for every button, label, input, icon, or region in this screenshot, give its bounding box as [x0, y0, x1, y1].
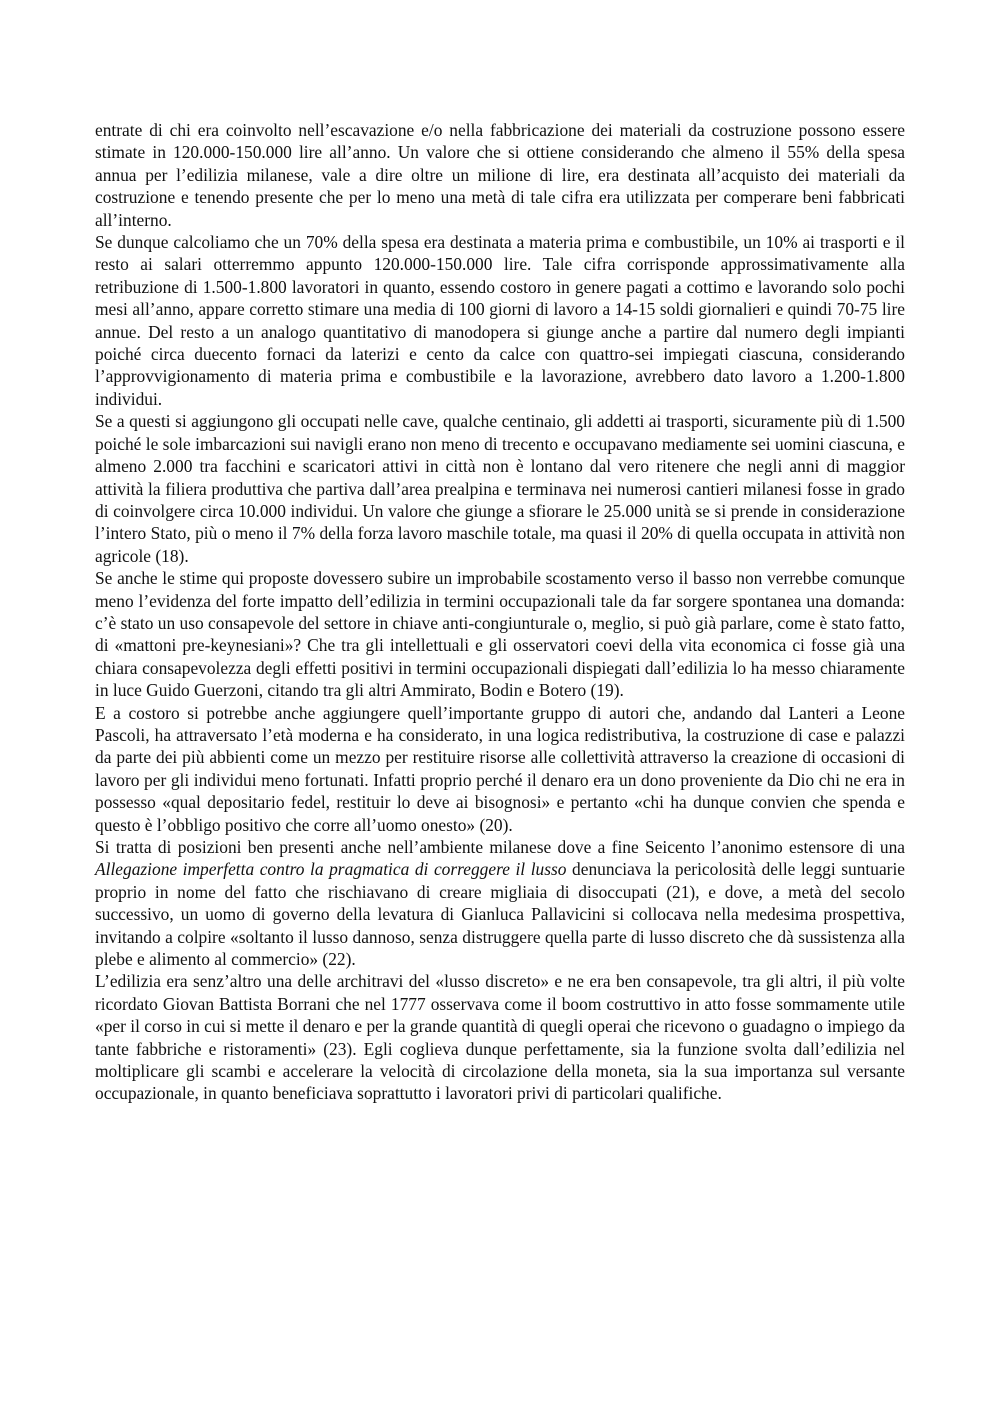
- paragraph-2: Se dunque calcoliamo che un 70% della spesa era destinata a materia prima e combustibile, un 10% ai trasporti e il resto ai salari otterremmo appunto 120.000-150.000 lire. Tale cifra corrisponde approssimativamente alla retribuzione di 1.500-1.800 lavoratori in quanto, essendo costoro in genere pagati a cottimo e lavorando solo pochi mesi all’anno, appare corretto stimare una media di 100 giorni di lavoro a 14-15 soldi giornalieri e quindi 70-75 lire annue. Del resto a un analogo quantitativo di manodopera si giunge anche a partire dal numero degli impianti poiché circa duecento fornaci da laterizi e cento da calce con quattro-sei impiegati ciascuna, considerando l’approvvigionamento di materia prima e combustibile e la lavorazione, avrebbero dato lavoro a 1.200-1.800 individui.: [95, 232, 905, 409]
- paragraph-3: Se a questi si aggiungono gli occupati nelle cave, qualche centinaio, gli addetti ai trasporti, sicuramente più di 1.500 poiché le sole imbarcazioni sui navigli erano non meno di trecento e occupavano mediamente sei uomini ciascuna, e almeno 2.000 tra facchini e scaricatori attivi in città non è lontano dal vero ritenere che negli anni di maggior attività la filiera produttiva che partiva dall’area prealpina e terminava nei numerosi cantieri milanesi fosse in grado di coinvolgere circa 10.000 individui. Un valore che giunge a sfiorare le 25.000 unità se si prende in considerazione l’intero Stato, più o meno il 7% della forza lavoro maschile totale, ma quasi il 20% di quella occupata in attività non agricole (18).: [95, 411, 905, 566]
- paragraph-6-after: denunciava la pericolosità delle leggi suntuarie proprio in nome del fatto che rischiavano di creare migliaia di disoccupati (21), e dove, a metà del secolo successivo, un uomo di governo della levatura di Gianluca Pallavicini si collocava nella medesima prospettiva, invitando a colpire «soltanto il lusso dannoso, senza distruggere quella parte di lusso discreto che dà sussistenza alla plebe e alimento al commercio» (22).: [95, 859, 906, 970]
- paragraph-4: Se anche le stime qui proposte dovessero subire un improbabile scostamento verso il basso non verrebbe comunque meno l’evidenza del forte impatto dell’edilizia in termini occupazionali tale da far sorgere spontanea una domanda: c’è stato un uso consapevole del settore in chiave anti-congiunturale o, meglio, si può già parlare, come è stato fatto, di «mattoni pre-keynesiani»? Che tra gli intellettuali e gli osservatori coevi della vita economica ci fosse già una chiara consapevolezza degli effetti positivi in termini occupazionali dispiegati dall’edilizia lo ha messo chiaramente in luce Guido Guerzoni, citando tra gli altri Ammirato, Bodin e Botero (19).: [95, 568, 905, 701]
- paragraph-6-before: Si tratta di posizioni ben presenti anche nell’ambiente milanese dove a fine Seicento l’anonimo estensore di una: [95, 837, 905, 857]
- paragraph-6: [95, 836, 905, 970]
- paragraph-1: entrate di chi era coinvolto nell’escavazione e/o nella fabbricazione dei materiali da costruzione possono essere stimate in 120.000-150.000 lire all’anno. Un valore che si ottiene considerando che almeno il 55% della spesa annua per l’edilizia milanese, vale a dire oltre un milione di lire, era destinata all’acquisto dei materiali da costruzione e tenendo presente che per lo meno una metà di tale cifra era utilizzata per comperare beni fabbricati all’interno.: [95, 120, 905, 230]
- body-text: [95, 119, 905, 1105]
- cited-title-allegazione: Allegazione imperfetta contro la pragmatica di correggere il lusso: [95, 859, 567, 880]
- paragraph-5: E a costoro si potrebbe anche aggiungere quell’importante gruppo di autori che, andando dal Lanteri a Leone Pascoli, ha attraversato l’età moderna e ha considerato, in una logica redistributiva, la costruzione di case e palazzi da parte dei più abbienti come un mezzo per restituire risorse alle collettività attraverso la creazione di occasioni di lavoro per gli individui meno fortunati. Infatti proprio perché il denaro era un dono proveniente da Dio chi ne era in possesso «qual depositario fedel, restituir lo deve ai bisognosi» e pertanto «chi ha dunque convien che spenda e questo è l’obbligo positivo che corre all’uomo onesto» (20).: [95, 702, 905, 835]
- paragraph-7: L’edilizia era senz’altro una delle architravi del «lusso discreto» e ne era ben consapevole, tra gli altri, il più volte ricordato Giovan Battista Borrani che nel 1777 osservava come il boom costruttivo in atto fosse sommamente utile «per il corso in cui si mette il denaro e per la grande quantità di quegli operai che ricevono o guadagno o impiego da tante fabbriche e ristoramenti» (23). Egli coglieva dunque perfettamente, sia la funzione svolta dall’edilizia nel moltiplicare gli scambi e accelerare la velocità di circolazione della moneta, sia la sua importanza sul versante occupazionale, in quanto beneficiava soprattutto i lavoratori privi di particolari qualifiche.: [95, 971, 905, 1104]
